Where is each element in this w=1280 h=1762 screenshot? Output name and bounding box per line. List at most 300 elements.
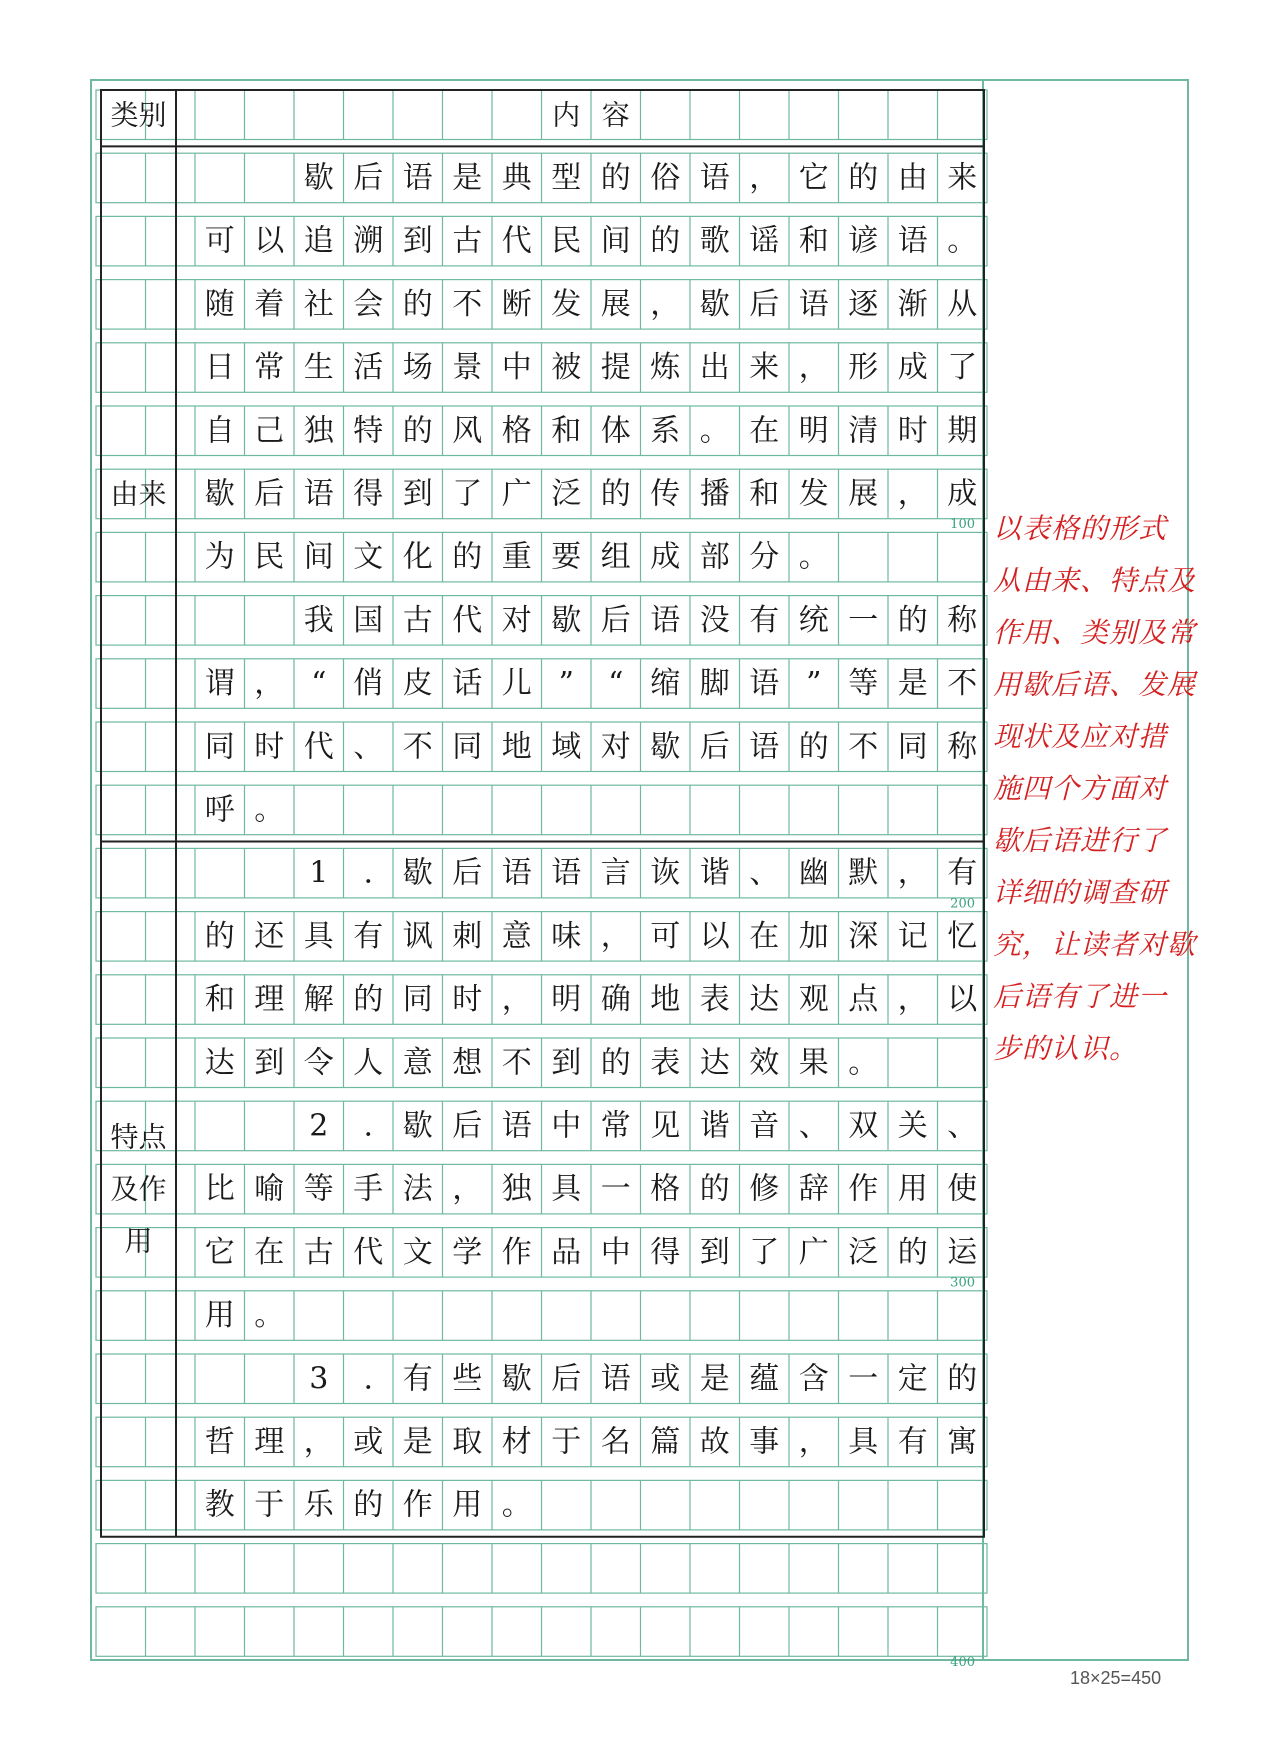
body-char: 期 xyxy=(947,413,978,449)
body-char: 名 xyxy=(600,1424,631,1460)
body-char: 称 xyxy=(947,729,978,765)
body-char: 记 xyxy=(897,918,928,954)
body-char: 有 xyxy=(897,1424,928,1460)
body-char: 儿 xyxy=(501,666,532,702)
annotation-line: 作用、类别及常 xyxy=(993,616,1197,649)
body-char: 展 xyxy=(848,476,879,512)
body-char: 呼 xyxy=(204,792,235,828)
body-char: 传 xyxy=(650,476,681,512)
body-char: 炼 xyxy=(650,350,681,386)
body-char: ， xyxy=(897,982,928,1018)
body-char: 域 xyxy=(551,729,582,765)
body-char: 果 xyxy=(798,1045,829,1081)
body-char: 运 xyxy=(947,1234,978,1270)
body-char: 生 xyxy=(303,350,334,386)
body-char: 体 xyxy=(600,413,631,449)
grid-row xyxy=(96,90,987,140)
body-char: 忆 xyxy=(947,918,978,954)
body-char: 的 xyxy=(897,1234,928,1270)
body-char: 和 xyxy=(749,476,780,512)
body-char: 系 xyxy=(650,413,681,449)
body-char: 双 xyxy=(848,1108,879,1144)
body-char: 了 xyxy=(749,1234,780,1270)
body-char: 具 xyxy=(848,1424,879,1460)
body-char: 具 xyxy=(303,918,334,954)
body-char: 或 xyxy=(650,1361,681,1397)
body-char: 达 xyxy=(204,1045,235,1081)
body-char: 、 xyxy=(947,1108,978,1144)
body-char: 材 xyxy=(501,1424,532,1460)
body-char: 于 xyxy=(254,1487,285,1523)
body-char: 味 xyxy=(551,918,582,954)
body-char: 它 xyxy=(204,1234,235,1270)
body-char: 不 xyxy=(452,286,483,322)
word-count-marker: 400 xyxy=(950,1654,975,1670)
body-char: 不 xyxy=(501,1045,532,1081)
body-char: 从 xyxy=(947,286,978,322)
body-char: . xyxy=(363,1361,374,1397)
body-char: ” xyxy=(806,666,822,702)
body-char: 到 xyxy=(402,476,433,512)
body-char: ， xyxy=(254,666,285,702)
body-char: 有 xyxy=(353,918,384,954)
body-char: 点 xyxy=(848,982,879,1018)
body-char: 了 xyxy=(452,476,483,512)
annotation-line: 以表格的形式 xyxy=(993,512,1168,545)
body-char: 意 xyxy=(501,918,532,954)
body-char: 语 xyxy=(699,160,730,196)
body-char: 。 xyxy=(699,413,730,449)
body-char: 谐 xyxy=(699,855,730,891)
body-char: 形 xyxy=(848,350,879,386)
body-char: 中 xyxy=(551,1108,582,1144)
body-char: 定 xyxy=(897,1361,928,1397)
body-char: 观 xyxy=(798,982,829,1018)
body-char: 故 xyxy=(699,1424,730,1460)
body-char: 代 xyxy=(303,729,334,765)
body-char: 诙 xyxy=(650,855,681,891)
body-char: 古 xyxy=(452,223,483,259)
body-char: 是 xyxy=(699,1361,730,1397)
body-char: 在 xyxy=(749,413,780,449)
body-char: 表 xyxy=(650,1045,681,1081)
body-char: 的 xyxy=(650,223,681,259)
body-char: 可 xyxy=(204,223,235,259)
body-char: 的 xyxy=(452,539,483,575)
body-char: 来 xyxy=(749,350,780,386)
body-char: 修 xyxy=(749,1171,780,1207)
body-char: 缩 xyxy=(650,666,681,702)
body-char: 明 xyxy=(551,982,582,1018)
body-char: 社 xyxy=(303,286,334,322)
body-char: 的 xyxy=(204,918,235,954)
body-char: 有 xyxy=(402,1361,433,1397)
body-char: 后 xyxy=(452,1108,483,1144)
body-char: 是 xyxy=(452,160,483,196)
body-char: 同 xyxy=(452,729,483,765)
body-char: 化 xyxy=(402,539,433,575)
body-char: 在 xyxy=(254,1234,285,1270)
body-char: 谣 xyxy=(749,223,780,259)
word-count-marker: 300 xyxy=(950,1275,975,1291)
body-char: 手 xyxy=(353,1171,384,1207)
body-char: 话 xyxy=(452,666,483,702)
body-char: 理 xyxy=(254,1424,285,1460)
body-char: 对 xyxy=(600,729,631,765)
body-char: 3 xyxy=(309,1361,329,1397)
body-char: 蕴 xyxy=(749,1361,780,1397)
body-char: 独 xyxy=(501,1171,532,1207)
body-char: 理 xyxy=(254,982,285,1018)
body-char: 逐 xyxy=(848,286,879,322)
body-char: 喻 xyxy=(254,1171,285,1207)
body-char: 音 xyxy=(749,1108,780,1144)
body-char: 广 xyxy=(798,1234,829,1270)
body-char: 表 xyxy=(699,982,730,1018)
body-char: 间 xyxy=(303,539,334,575)
body-char: 教 xyxy=(204,1487,235,1523)
body-char: 后 xyxy=(452,855,483,891)
body-char: 到 xyxy=(699,1234,730,1270)
body-char: 俗 xyxy=(650,160,681,196)
body-char: 没 xyxy=(699,602,730,638)
body-char: 中 xyxy=(501,350,532,386)
body-char: 令 xyxy=(303,1045,334,1081)
body-char: 歇 xyxy=(699,286,730,322)
body-char: ， xyxy=(452,1171,483,1207)
body-char: 想 xyxy=(452,1045,483,1081)
body-char: 和 xyxy=(551,413,582,449)
body-char: 追 xyxy=(303,223,334,259)
body-char: ， xyxy=(798,1424,829,1460)
grid-row xyxy=(96,1544,987,1594)
category-label: 由来 xyxy=(110,477,167,511)
body-char: 的 xyxy=(402,413,433,449)
body-char: 解 xyxy=(303,982,334,1018)
body-char: 风 xyxy=(452,413,483,449)
body-char: 刺 xyxy=(452,918,483,954)
body-char: ， xyxy=(749,160,780,196)
body-char: 默 xyxy=(848,855,879,891)
body-char: 语 xyxy=(402,160,433,196)
body-char: 同 xyxy=(897,729,928,765)
body-char: 典 xyxy=(501,160,532,196)
body-char: . xyxy=(363,855,374,891)
body-char: 代 xyxy=(353,1234,384,1270)
body-char: 到 xyxy=(254,1045,285,1081)
body-char: 文 xyxy=(353,539,384,575)
header-content: 容 xyxy=(601,98,630,132)
body-char: 、 xyxy=(353,729,384,765)
body-char: 的 xyxy=(402,286,433,322)
body-char: 提 xyxy=(600,350,631,386)
body-char: 语 xyxy=(501,1108,532,1144)
body-char: 取 xyxy=(452,1424,483,1460)
body-char: 的 xyxy=(353,982,384,1018)
body-char: ， xyxy=(650,286,681,322)
body-char: 等 xyxy=(848,666,879,702)
body-char: 。 xyxy=(254,792,285,828)
body-char: 格 xyxy=(650,1171,681,1207)
body-char: 间 xyxy=(600,223,631,259)
body-char: 语 xyxy=(501,855,532,891)
annotation-line: 步的认识。 xyxy=(993,1032,1139,1065)
body-char: 或 xyxy=(353,1424,384,1460)
body-char: 一 xyxy=(600,1171,631,1207)
body-char: 谐 xyxy=(699,1108,730,1144)
body-char: 语 xyxy=(897,223,928,259)
body-char: 不 xyxy=(848,729,879,765)
body-char: 俏 xyxy=(353,666,384,702)
body-char: 特 xyxy=(353,413,384,449)
body-char: 古 xyxy=(402,602,433,638)
body-char: 清 xyxy=(848,413,879,449)
body-char: 后 xyxy=(749,286,780,322)
body-char: 己 xyxy=(254,413,285,449)
body-char: 同 xyxy=(402,982,433,1018)
annotation-line: 用歇后语、发展 xyxy=(993,668,1197,701)
body-char: 不 xyxy=(402,729,433,765)
body-char: 和 xyxy=(798,223,829,259)
body-char: 歇 xyxy=(650,729,681,765)
body-char: 组 xyxy=(600,539,631,575)
body-char: 品 xyxy=(551,1234,582,1270)
annotation-line: 从由来、特点及 xyxy=(993,564,1197,597)
body-char: ， xyxy=(303,1424,334,1460)
grid-row xyxy=(96,1607,987,1657)
body-char: 。 xyxy=(848,1045,879,1081)
body-char: 谓 xyxy=(204,666,235,702)
body-char: 同 xyxy=(204,729,235,765)
body-char: 不 xyxy=(947,666,978,702)
body-char: 的 xyxy=(947,1361,978,1397)
body-char: 1 xyxy=(309,855,329,891)
body-char: 明 xyxy=(798,413,829,449)
annotation-line: 后语有了进一 xyxy=(993,980,1168,1013)
body-char: 型 xyxy=(551,160,582,196)
body-char: 的 xyxy=(699,1171,730,1207)
body-char: 辞 xyxy=(798,1171,829,1207)
body-char: 代 xyxy=(452,602,483,638)
grid-size-label: 18×25=450 xyxy=(1070,1668,1162,1688)
body-char: 中 xyxy=(600,1234,631,1270)
body-char: 。 xyxy=(798,539,829,575)
body-char: 具 xyxy=(551,1171,582,1207)
body-char: 语 xyxy=(749,666,780,702)
body-char: 有 xyxy=(749,602,780,638)
body-char: 事 xyxy=(749,1424,780,1460)
body-char: 常 xyxy=(254,350,285,386)
body-char: ” xyxy=(558,666,574,702)
body-char: 后 xyxy=(353,160,384,196)
body-char: 、 xyxy=(749,855,780,891)
annotation-line: 歇后语进行了 xyxy=(993,824,1168,857)
body-char: 关 xyxy=(897,1108,928,1144)
body-char: 。 xyxy=(947,223,978,259)
body-char: 自 xyxy=(204,413,235,449)
annotation-line: 施四个方面对 xyxy=(993,772,1168,805)
body-char: 会 xyxy=(353,286,384,322)
body-char: 歇 xyxy=(204,476,235,512)
body-char: 见 xyxy=(650,1108,681,1144)
body-char: 脚 xyxy=(699,666,730,702)
body-char: 有 xyxy=(947,855,978,891)
body-char: 语 xyxy=(749,729,780,765)
body-char: 成 xyxy=(947,476,978,512)
body-char: 作 xyxy=(402,1487,433,1523)
body-char: 成 xyxy=(897,350,928,386)
body-char: 歌 xyxy=(699,223,730,259)
body-char: 意 xyxy=(402,1045,433,1081)
body-char: 日 xyxy=(204,350,235,386)
body-char: 民 xyxy=(254,539,285,575)
body-char: 的 xyxy=(600,476,631,512)
body-char: 后 xyxy=(551,1361,582,1397)
body-char: 常 xyxy=(600,1108,631,1144)
body-char: 被 xyxy=(551,350,582,386)
body-char: 可 xyxy=(650,918,681,954)
body-char: 含 xyxy=(798,1361,829,1397)
body-char: 哲 xyxy=(204,1424,235,1460)
body-char: 后 xyxy=(254,476,285,512)
body-char: 一 xyxy=(848,1361,879,1397)
body-char: 以 xyxy=(699,918,730,954)
body-char: 效 xyxy=(749,1045,780,1081)
body-char: 语 xyxy=(303,476,334,512)
body-char: “ xyxy=(311,666,327,702)
body-char: 泛 xyxy=(551,476,582,512)
body-char: 比 xyxy=(204,1171,235,1207)
body-char: 是 xyxy=(897,666,928,702)
body-char: 得 xyxy=(650,1234,681,1270)
body-char: 随 xyxy=(204,286,235,322)
body-char: 歇 xyxy=(402,1108,433,1144)
body-char: 谚 xyxy=(848,223,879,259)
body-char: 歇 xyxy=(402,855,433,891)
body-char: 国 xyxy=(353,602,384,638)
body-char: 于 xyxy=(551,1424,582,1460)
body-char: 出 xyxy=(699,350,730,386)
body-char: 。 xyxy=(254,1298,285,1334)
body-char: 发 xyxy=(798,476,829,512)
body-char: 皮 xyxy=(402,666,433,702)
body-char: 的 xyxy=(848,160,879,196)
body-char: 称 xyxy=(947,602,978,638)
body-char: 还 xyxy=(254,918,285,954)
body-char: 泛 xyxy=(848,1234,879,1270)
body-char: 到 xyxy=(551,1045,582,1081)
body-char: 对 xyxy=(501,602,532,638)
body-char: 要 xyxy=(551,539,582,575)
body-char: 作 xyxy=(848,1171,879,1207)
body-char: 学 xyxy=(452,1234,483,1270)
body-char: “ xyxy=(608,666,624,702)
body-char: 代 xyxy=(501,223,532,259)
body-char: 部 xyxy=(699,539,730,575)
body-char: 用 xyxy=(204,1298,235,1334)
header-content: 内 xyxy=(552,98,581,132)
teacher-annotation xyxy=(993,503,1197,1075)
body-char: 一 xyxy=(848,602,879,638)
body-char: 以 xyxy=(254,223,285,259)
body-char: 场 xyxy=(402,350,433,386)
body-char: 歇 xyxy=(551,602,582,638)
body-char: 渐 xyxy=(897,286,928,322)
body-char: 了 xyxy=(947,350,978,386)
body-char: 着 xyxy=(254,286,285,322)
body-char: 人 xyxy=(353,1045,384,1081)
word-count-marker: 200 xyxy=(950,896,975,912)
body-char: 文 xyxy=(402,1234,433,1270)
body-char: 在 xyxy=(749,918,780,954)
body-char: 的 xyxy=(353,1487,384,1523)
body-char: 达 xyxy=(749,982,780,1018)
body-char: 后 xyxy=(600,602,631,638)
body-char: 加 xyxy=(798,918,829,954)
annotation-line: 详细的调查研 xyxy=(993,876,1168,909)
body-char: 广 xyxy=(501,476,532,512)
body-char: 地 xyxy=(501,729,532,765)
body-char: 使 xyxy=(947,1171,978,1207)
body-char: 到 xyxy=(402,223,433,259)
body-char: 播 xyxy=(699,476,730,512)
body-char: 以 xyxy=(947,982,978,1018)
body-char: 达 xyxy=(699,1045,730,1081)
body-char: 格 xyxy=(501,413,532,449)
body-char: 断 xyxy=(501,286,532,322)
body-char: 作 xyxy=(501,1234,532,1270)
body-char: 我 xyxy=(303,602,334,638)
body-char: 民 xyxy=(551,223,582,259)
body-char: 它 xyxy=(798,160,829,196)
category-label: 特点 xyxy=(110,1120,167,1154)
body-char: 统 xyxy=(798,602,829,638)
body-char: 深 xyxy=(848,918,879,954)
body-char: 用 xyxy=(897,1171,928,1207)
body-char: 分 xyxy=(749,539,780,575)
body-char: 确 xyxy=(600,982,631,1018)
body-char: 语 xyxy=(600,1361,631,1397)
body-char: ， xyxy=(798,350,829,386)
body-char: 为 xyxy=(204,539,235,575)
body-char: 时 xyxy=(897,413,928,449)
category-label: 及作 xyxy=(110,1172,167,1206)
body-char: 溯 xyxy=(353,223,384,259)
body-char: 活 xyxy=(353,350,384,386)
body-char: 言 xyxy=(600,855,631,891)
body-char: 。 xyxy=(501,1487,532,1523)
body-char: 来 xyxy=(947,160,978,196)
body-char: 时 xyxy=(452,982,483,1018)
body-char: 幽 xyxy=(798,855,829,891)
body-char: 和 xyxy=(204,982,235,1018)
body-char: 展 xyxy=(600,286,631,322)
body-char: 法 xyxy=(402,1171,433,1207)
body-char: 歇 xyxy=(303,160,334,196)
body-char: . xyxy=(363,1108,374,1144)
body-char: 成 xyxy=(650,539,681,575)
annotation-line: 现状及应对措 xyxy=(993,720,1168,753)
annotation-line: 究，让读者对歇 xyxy=(993,928,1197,961)
body-char: 的 xyxy=(600,1045,631,1081)
body-char: ， xyxy=(897,855,928,891)
header-category: 类别 xyxy=(110,98,167,132)
body-char: 景 xyxy=(452,350,483,386)
category-label: 用 xyxy=(124,1224,153,1258)
body-char: 时 xyxy=(254,729,285,765)
body-char: 是 xyxy=(402,1424,433,1460)
body-char: 发 xyxy=(551,286,582,322)
